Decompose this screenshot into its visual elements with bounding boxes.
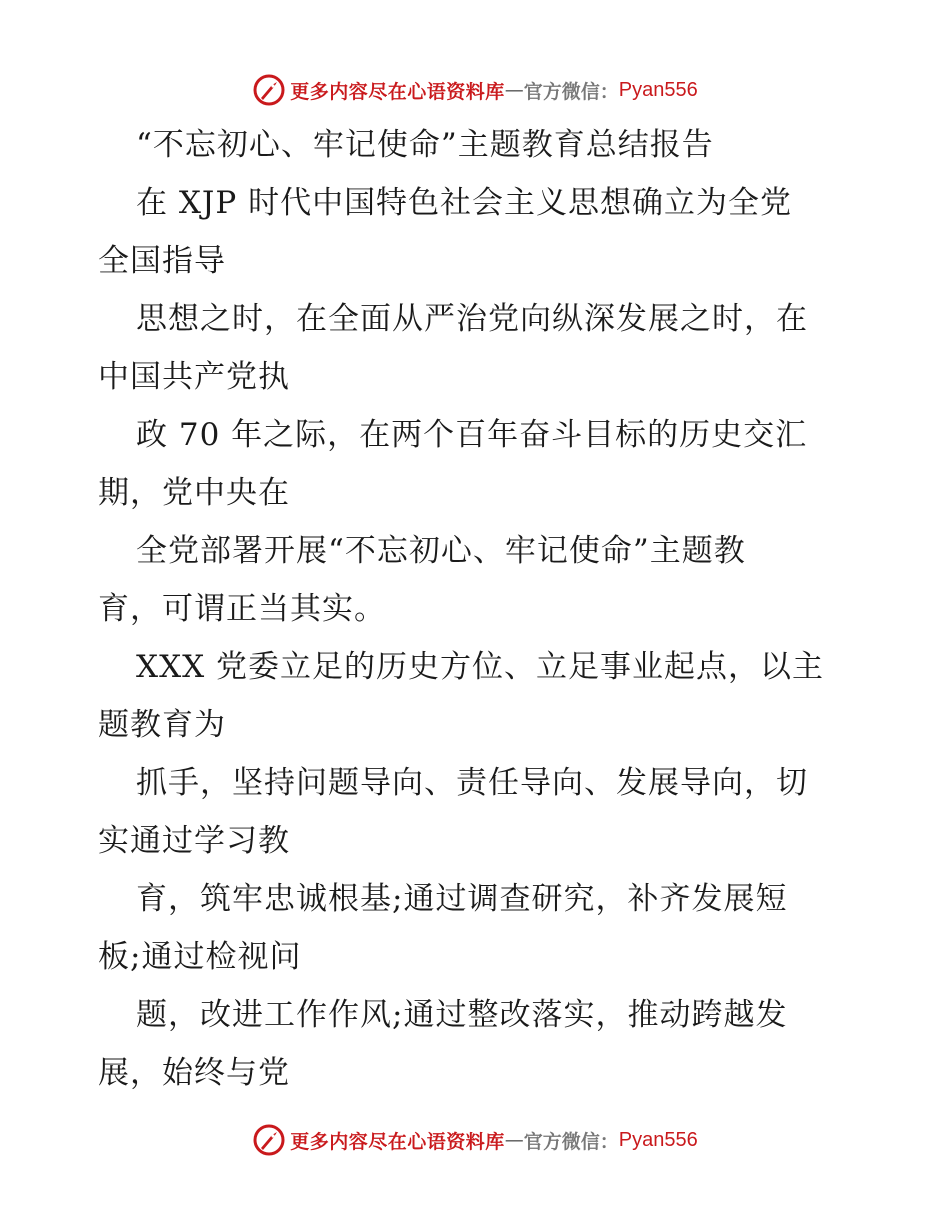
wechat-id: Pyan556	[618, 1128, 698, 1151]
footer-watermark	[0, 1120, 950, 1160]
document-line: 板;通过检视问	[98, 939, 302, 975]
watermark-separator: —	[504, 1129, 524, 1151]
document-line: 实通过学习教	[98, 823, 290, 859]
document-line: 育，筑牢忠诚根基;通过调查研究，补齐发展短	[136, 881, 788, 917]
wechat-label: 官方微信：	[523, 1130, 619, 1153]
watermark-text: 更多内容尽在心语资料库	[290, 80, 505, 103]
header-watermark	[0, 70, 950, 110]
document-line: 展，始终与党	[98, 1055, 290, 1091]
document-title: “不忘初心、牢记使命”主题教育总结报告	[136, 127, 714, 163]
document-line: 全党部署开展“不忘初心、牢记使命”主题教	[136, 533, 746, 569]
document-line: 抓手，坚持问题导向、责任导向、发展导向，切	[136, 765, 808, 801]
document-line: 期，党中央在	[98, 475, 290, 511]
document-line: 题教育为	[98, 707, 226, 743]
wechat-label: 官方微信：	[523, 80, 619, 103]
pen-nib-logo-icon	[252, 1123, 286, 1157]
wechat-id: Pyan556	[618, 78, 698, 101]
watermark-text: 更多内容尽在心语资料库	[290, 1130, 505, 1153]
document-line: 全国指导	[98, 243, 226, 279]
document-line: 思想之时，在全面从严治党向纵深发展之时，在	[136, 301, 808, 337]
document-line: 在 XJP 时代中国特色社会主义思想确立为全党	[136, 185, 793, 221]
watermark-separator: —	[504, 79, 524, 101]
document-line: 中国共产党执	[98, 359, 290, 395]
pen-nib-logo-icon	[252, 73, 286, 107]
document-line: XXX 党委立足的历史方位、立足事业起点，以主	[136, 649, 825, 685]
document-line: 题，改进工作作风;通过整改落实，推动跨越发	[136, 997, 788, 1033]
document-line: 育，可谓正当其实。	[98, 591, 386, 627]
document-lines	[0, 174, 950, 1102]
document-body	[0, 116, 950, 1102]
document-line: 政 70 年之际，在两个百年奋斗目标的历史交汇	[136, 417, 808, 453]
